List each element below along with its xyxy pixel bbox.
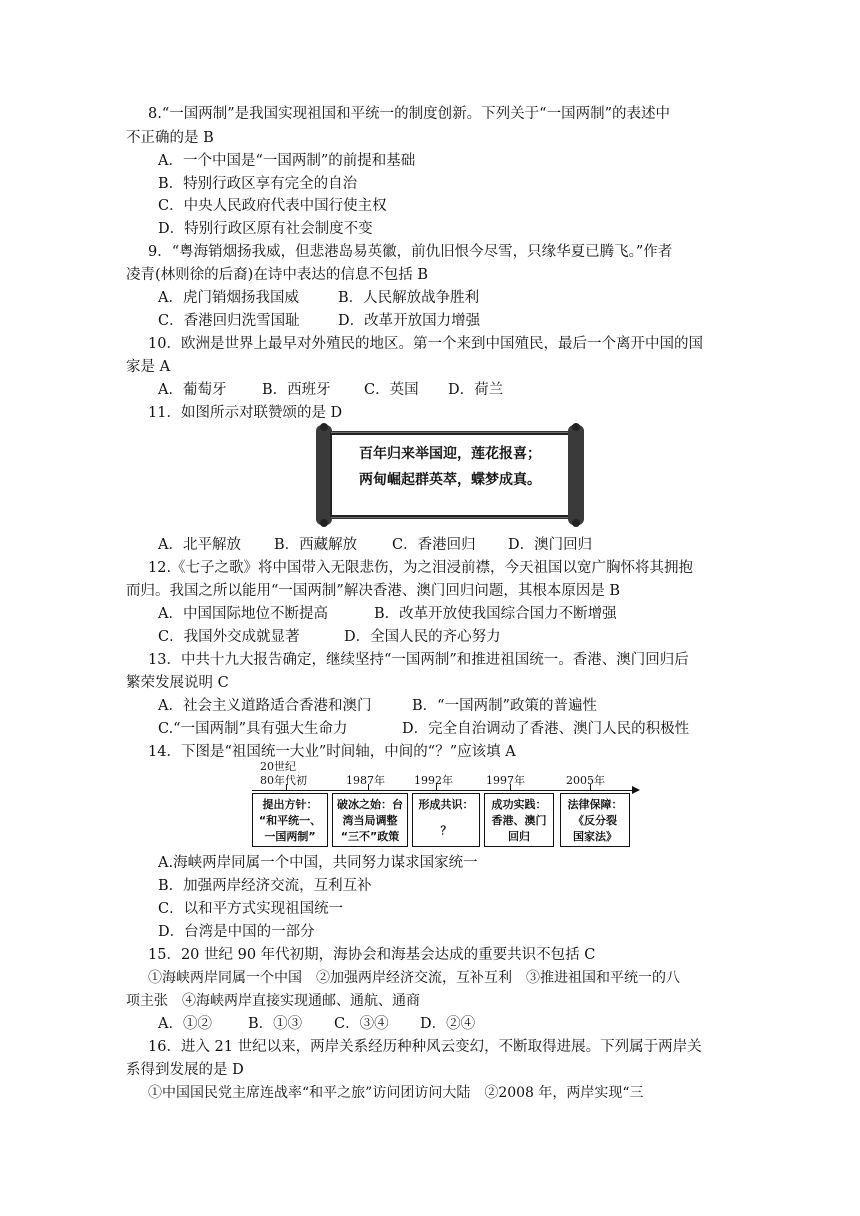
q13-stem-line2: 繁荣发展说明 C: [126, 675, 229, 691]
q13-stem-line1: 13．中共十九大报告确定，继续坚持“一国两制”和推进祖国统一。香港、澳门回归后: [148, 652, 689, 668]
q10-stem-line2: 家是 A: [126, 359, 171, 375]
timeline-box-1980s: [252, 793, 328, 847]
q12-option-d: D．全国人民的齐心努力: [344, 629, 501, 645]
q11-option-a: A．北平解放: [158, 537, 241, 553]
q13-option-a: A．社会主义道路适合香港和澳门: [158, 698, 372, 714]
timeline-box-text: 一国两制”: [264, 830, 316, 843]
q14-stem: 14．下图是“祖国统一大业”时间轴，中间的“？”应该填 A: [148, 744, 516, 760]
q15-option-d: D．②④: [420, 1016, 476, 1032]
timeline-box-1992: [412, 793, 480, 847]
q12-option-c: C．我国外交成就显著: [158, 629, 300, 645]
q15-options-row: [158, 1014, 475, 1034]
q9-options-row2: [158, 311, 480, 331]
q15-items-line1: ①海峡两岸同属一个中国 ②加强两岸经济交流，互补互利 ③推进祖国和平统一的八: [148, 970, 680, 986]
timeline-box-text: 法律保障：: [567, 798, 623, 811]
q8-option-c: C．中央人民政府代表中国行使主权: [158, 198, 387, 214]
q9-option-b: B．人民解放战争胜利: [338, 290, 480, 306]
timeline-tick: [510, 784, 511, 791]
q15-option-b: B．①③: [248, 1016, 303, 1032]
timeline-box-text: 成功实践：: [491, 798, 547, 811]
couplet-line-2: 两甸崛起群英萃，蝶梦成真。: [359, 472, 541, 488]
q10-options-row: [158, 380, 503, 400]
timeline-tick: [590, 784, 591, 791]
timeline-box-text: 湾当局调整: [342, 814, 398, 827]
q12-stem-line1: 12.《七子之歌》将中国带入无限悲伤，为之泪浸前襟，今天祖国以宽广胸怀将其拥抱: [148, 560, 694, 576]
timeline-tick: [368, 784, 369, 791]
q16-stem-line2: 系得到发展的是 D: [126, 1062, 244, 1078]
timeline-date-1992: 1992年: [414, 774, 453, 787]
q14-option-b: B．加强两岸经济交流，互利互补: [158, 878, 372, 894]
q12-options-row1: [158, 604, 617, 624]
timeline-box-text: 提出方针：: [262, 798, 318, 811]
timeline-box-text: 香港、澳门: [491, 814, 547, 827]
timeline-box-text: “和平统一、: [258, 814, 322, 827]
q16-items-line1: ①中国国民党主席连战率“和平之旅”访问团访问大陆 ②2008 年，两岸实现“三: [148, 1085, 644, 1101]
q8-option-d: D．特别行政区原有社会制度不变: [158, 221, 373, 237]
timeline-box-1997: [484, 793, 554, 847]
q15-option-c: C．③④: [334, 1016, 389, 1032]
q9-option-c: C．香港回归洗雪国耻: [158, 313, 300, 329]
q10-option-c: C．英国: [364, 382, 419, 398]
timeline-date-1997: 1997年: [486, 774, 525, 787]
timeline-box-text: 国家法》: [573, 830, 617, 843]
timeline-arrowhead: [632, 786, 640, 794]
timeline-date-20th-century: 20世纪: [260, 760, 296, 773]
q12-option-a: A．中国国际地位不断提高: [158, 606, 328, 622]
timeline-date-80s: 80年代初: [260, 774, 307, 787]
timeline-box-question-mark: ？: [440, 824, 452, 837]
timeline-box-2005: [560, 793, 630, 847]
timeline-box-text: 《反分裂: [573, 814, 617, 827]
q8-option-a: A．一个中国是“一国两制”的前提和基础: [158, 153, 416, 169]
q13-option-b: B．“一国两制”政策的普遍性: [412, 698, 597, 714]
q12-stem-line2: 而归。我国之所以能用“一国两制”解决香港、澳门回归问题，其根本原因是 B: [126, 583, 621, 599]
timeline-box-text: 回归: [508, 830, 530, 843]
q8-stem-line2: 不正确的是 B: [126, 130, 214, 146]
q8-option-b: B．特别行政区享有完全的自治: [158, 176, 358, 192]
timeline-box-text: 形成共识：: [418, 798, 474, 811]
q11-option-c: C．香港回归: [392, 537, 476, 553]
q9-stem-line2: 凌青(林则徐的后裔)在诗中表达的信息不包括 B: [126, 267, 429, 283]
q15-option-a: A．①②: [158, 1016, 212, 1032]
q11-options-row: [158, 535, 592, 555]
q11-option-d: D．澳门回归: [508, 537, 593, 553]
q10-option-b: B．西班牙: [262, 382, 331, 398]
q14-option-a: A.海峡两岸同属一个中国，共同努力谋求国家统一: [158, 855, 478, 871]
couplet-line-1: 百年归来举国迎，莲花报喜；: [359, 446, 541, 462]
q13-option-c: C.“一国两制”具有强大生命力: [158, 721, 348, 737]
q9-stem-line1: 9．“粤海销烟扬我威，但悲港岛易英徽，前仇旧恨今尽雪，只缘华夏已腾飞。”作者: [148, 244, 673, 260]
timeline-box-1987: [332, 793, 408, 847]
timeline-tick: [286, 784, 287, 791]
q10-option-d: D．荷兰: [448, 382, 504, 398]
q13-options-row2: [158, 719, 689, 739]
q9-option-d: D．改革开放国力增强: [338, 313, 481, 329]
q9-options-row1: [158, 288, 479, 308]
q11-stem: 11．如图所示对联赞颂的是 D: [148, 405, 343, 421]
couplet-text-panel: [330, 433, 570, 517]
q10-stem-line1: 10．欧洲是世界上最早对外殖民的地区。第一个来到中国殖民，最后一个离开中国的国: [148, 336, 703, 352]
q14-option-d: D．台湾是中国的一部分: [158, 924, 315, 940]
q12-options-row2: [158, 627, 501, 647]
q11-option-b: B．西藏解放: [274, 537, 358, 553]
q10-option-a: A．葡萄牙: [158, 382, 227, 398]
timeline-box-text: “三不”政策: [340, 830, 400, 843]
q8-stem-line1: 8.“一国两制”是我国实现祖国和平统一的制度创新。下列关于“一国两制”的表述中: [148, 106, 670, 122]
timeline-figure: [250, 758, 650, 858]
q12-option-b: B．改革开放使我国综合国力不断增强: [374, 606, 617, 622]
q13-options-row1: [158, 696, 597, 716]
q15-stem: 15．20 世纪 90 年代初期，海协会和海基会达成的重要共识不包括 C: [148, 947, 596, 963]
couplet-scroll-figure: [316, 425, 584, 525]
q9-option-a: A．虎门销烟扬我国威: [158, 290, 299, 306]
timeline-axis: [252, 790, 634, 791]
timeline-date-1987: 1987年: [346, 774, 385, 787]
timeline-tick: [436, 784, 437, 791]
q13-option-d: D．完全自治调动了香港、澳门人民的积极性: [402, 721, 690, 737]
q15-items-line2: 项主张 ④海峡两岸直接实现通邮、通航、通商: [126, 993, 420, 1009]
scroll-right-rod: [568, 425, 584, 525]
timeline-date-2005: 2005年: [566, 774, 605, 787]
q14-option-c: C．以和平方式实现祖国统一: [158, 901, 344, 917]
q16-stem-line1: 16．进入 21 世纪以来，两岸关系经历种种风云变幻，不断取得进展。下列属于两岸关: [148, 1039, 702, 1055]
timeline-box-text: 破冰之始：台: [337, 798, 403, 811]
